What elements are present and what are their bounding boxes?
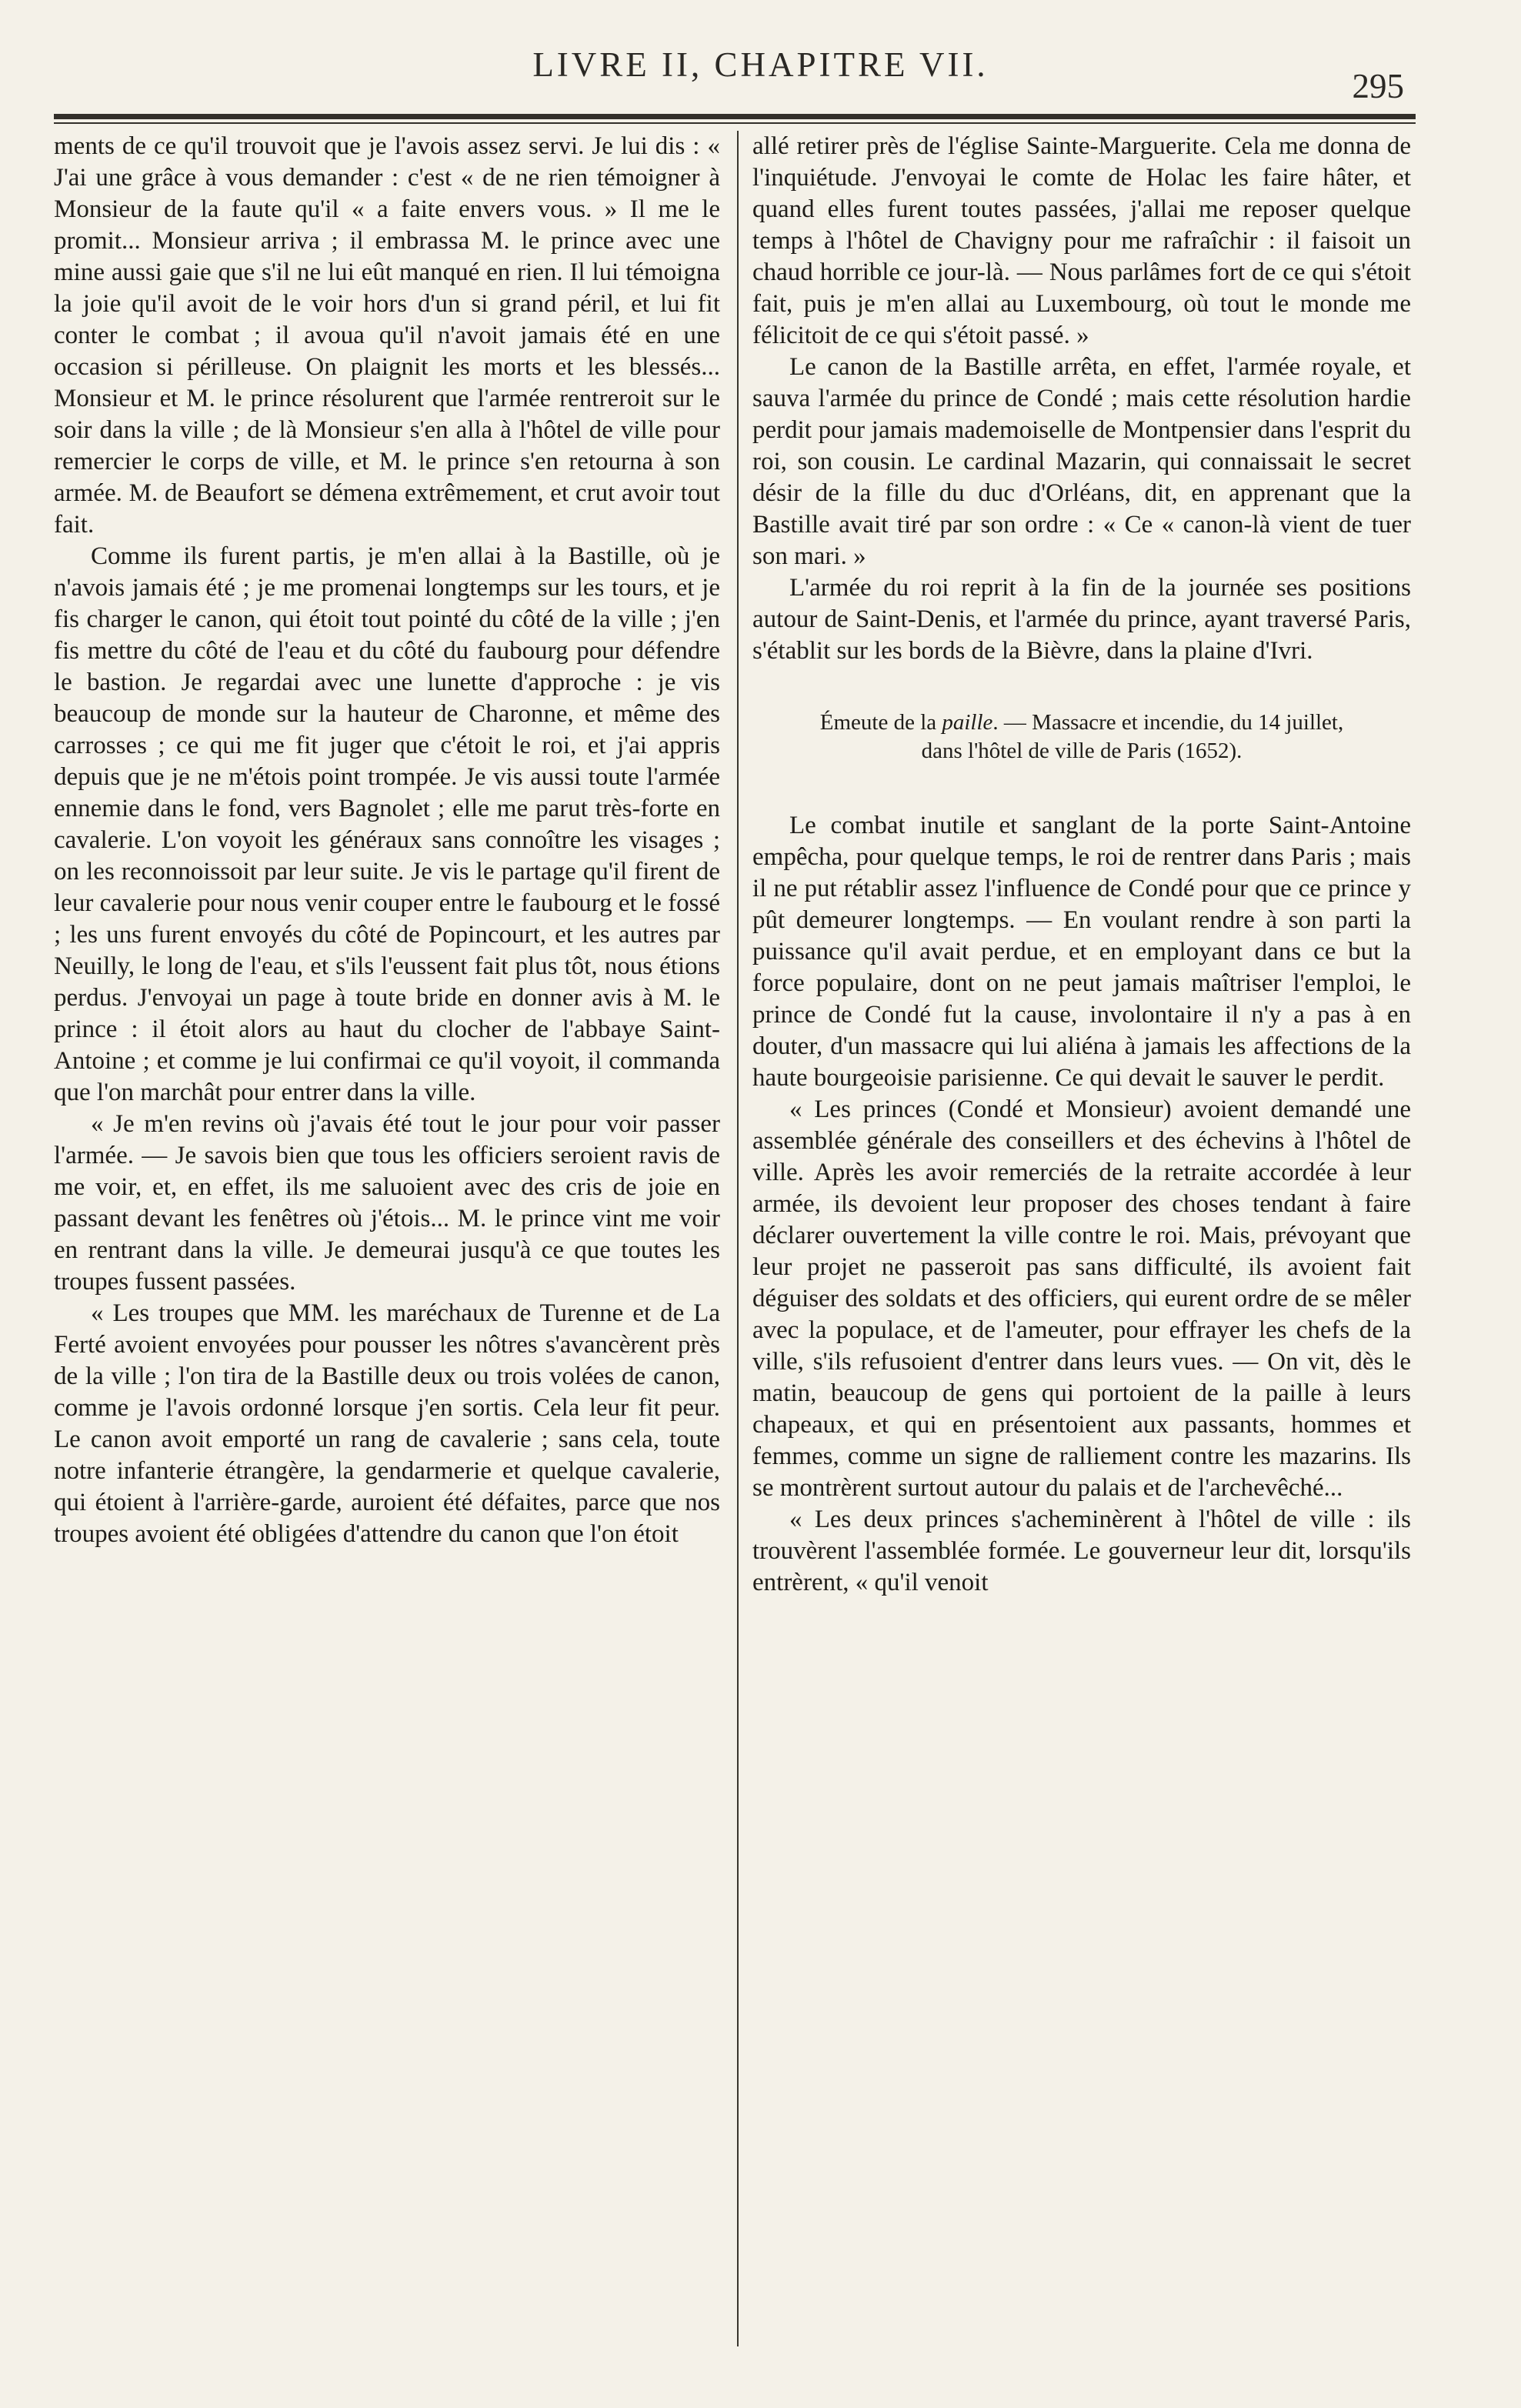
- running-title: LIVRE II, CHAPITRE VII.: [532, 45, 989, 84]
- caption-lead: Émeute de la: [819, 710, 937, 735]
- caption-second-line: dans l'hôtel de ville de Paris (1652).: [921, 739, 1242, 763]
- section-caption: [776, 709, 1388, 765]
- right-column: [752, 131, 1411, 1599]
- paragraph: allé retirer près de l'église Sainte-Marguerite. Cela me donna de l'inquiétude. J'envoyai le comte de Holac les faire hâter, et quand elles furent toutes passées, j'allai me reposer quelque temps à l'hôtel de Chavigny pour me rafraîchir : il faisoit un chaud horrible ce jour-là. — Nous parlâmes fort de ce qui s'étoit fait, puis je m'en allai au Luxembourg, où tout le monde me félicitoit de ce qui s'étoit passé. »: [752, 132, 1411, 349]
- paragraph: Le combat inutile et sanglant de la porte Saint-Antoine empêcha, pour quelque temps, le roi de rentrer dans Paris ; mais il ne put rétablir assez l'influence de Condé pour que ce prince y pût demeurer longtemps. — En voulant rendre à son parti la puissance qu'il avait perdue, et en employant dans ce but la force populaire, dont on ne peut jamais maîtriser l'emploi, le prince de Condé fut la cause, involontaire il n'y a pas à en douter, d'un massacre qui lui aliéna à jamais les affections de la haute bourgeoisie parisienne. Ce qui devait le sauver le perdit.: [752, 812, 1411, 1092]
- paragraph: Comme ils furent partis, je m'en allai à la Bastille, où je n'avois jamais été ; je me promenai longtemps sur les tours, et je fis charger le canon, qui étoit tout pointé du côté de la ville ; j'en fis mettre du côté de l'eau et du côté du faubourg pour défendre le bastion. Je regardai avec une lunette d'approche : je vis beaucoup de monde sur la hauteur de Charonne, et même des carrosses ; ce qui me fit juger que c'étoit le roi, et j'ai appris depuis que je ne m'étois point trompée. Je vis aussi toute l'armée ennemie dans le fond, vers Bagnolet ; elle me parut très-forte en cavalerie. L'on voyoit les généraux sans connoître les visages ; on les reconnoissoit par leur suite. Je vis le partage qu'il firent de leur cavalerie pour nous venir couper entre le faubourg et le fossé ; les uns furent envoyés du côté de Popincourt, et les autres par Neuilly, le long de l'eau, et s'ils l'eussent fait plus tôt, nous étions perdus. J'envoyai un page à toute bride en donner avis à M. le prince : il étoit alors au haut du clocher de l'abbaye Saint-Antoine ; et comme je lui confirmai ce qu'il voyoit, il commanda que l'on marchât pour entrer dans la ville.: [54, 542, 720, 1106]
- header-rule: [54, 114, 1416, 124]
- column-divider: [737, 131, 739, 2346]
- paragraph: « Les princes (Condé et Monsieur) avoient demandé une assemblée générale des conseillers et des échevins à l'hôtel de ville. Après les avoir remerciés de la retraite accordée à leur armée, ils devoient leur proposer des choses tendant à faire déclarer ouvertement la ville contre le roi. Mais, prévoyant que leur projet ne passeroit pas sans difficulté, ils avoient fait déguiser des soldats et des officiers, qui eurent ordre de se mêler avec la populace, et de l'ameuter, pour effrayer les chefs de la ville, s'ils refusoient d'entrer dans leurs vues. — On vit, dès le matin, beaucoup de gens qui portoient de la paille à leurs chapeaux, et qui en présentoient aux passants, hommes et femmes, comme un signe de ralliement contre les mazarins. Ils se montrèrent surtout autour du palais et de l'archevêché...: [752, 1096, 1411, 1502]
- left-column: [54, 131, 720, 1550]
- paragraph: « Les troupes que MM. les maréchaux de Turenne et de La Ferté avoient envoyées pour pousser les nôtres s'avancèrent près de la ville ; l'on tira de la Bastille deux ou trois volées de canon, comme je l'avois ordonné lorsque j'en sortis. Cela leur fit peur. Le canon avoit emporté un rang de cavalerie ; sans cela, toute notre infanterie étrangère, la gendarmerie et quelque cavalerie, qui étoient à l'arrière-garde, auroient été défaites, parce que nos troupes avoient été obligées d'attendre du canon que l'on étoit: [54, 1299, 720, 1548]
- paragraph: ments de ce qu'il trouvoit que je l'avois assez servi. Je lui dis : « J'ai une grâce à vous demander : c'est « de ne rien témoigner à Monsieur de la faute qu'il « a faite envers vous. » Il me le promit... Monsieur arriva ; il embrassa M. le prince avec une mine aussi gaie que s'il ne lui eût manqué en rien. Il lui témoigna la joie qu'il avoit de le voir hors d'un si grand péril, et lui fit conter le combat ; il avoua qu'il n'avoit jamais été en une occasion si périlleuse. On plaignit les morts et les blessés... Monsieur et M. le prince résolurent que l'armée rentreroit sur le soir dans la ville ; de là Monsieur s'en alla à l'hôtel de ville pour remercier le corps de ville, et M. le prince s'en retourna à son armée. M. de Beaufort se démena extrêmement, et crut avoir tout fait.: [54, 132, 720, 539]
- caption-rest: . — Massacre et incendie, du 14 juillet,: [992, 710, 1344, 735]
- caption-italic-word: paille: [942, 710, 993, 735]
- paragraph: L'armée du roi reprit à la fin de la journée ses positions autour de Saint-Denis, et l'armée du prince, ayant traversé Paris, s'établit sur les bords de la Bièvre, dans la plaine d'Ivri.: [752, 574, 1411, 665]
- page-number: 295: [1352, 67, 1404, 105]
- paragraph: Le canon de la Bastille arrêta, en effet, l'armée royale, et sauva l'armée du prince de Condé ; mais cette résolution hardie perdit pour jamais mademoiselle de Montpensier dans l'esprit du roi, son cousin. Le cardinal Mazarin, qui connaissait le secret désir de la fille du duc d'Orléans, dit, en apprenant que la Bastille avait tiré par son ordre : « Ce « canon-là vient de tuer son mari. »: [752, 353, 1411, 570]
- paragraph: « Les deux princes s'acheminèrent à l'hôtel de ville : ils trouvèrent l'assemblée formée. Le gouverneur leur dit, lorsqu'ils entrèrent, « qu'il venoit: [752, 1506, 1411, 1596]
- paragraph: « Je m'en revins où j'avais été tout le jour pour voir passer l'armée. — Je savois bien que tous les officiers seroient ravis de me voir, et, en effet, ils me saluoient avec des cris de joie en passant devant les fenêtres où j'étois... M. le prince vint me voir en rentrant dans la ville. Je demeurai jusqu'à ce que toutes les troupes fussent passées.: [54, 1110, 720, 1296]
